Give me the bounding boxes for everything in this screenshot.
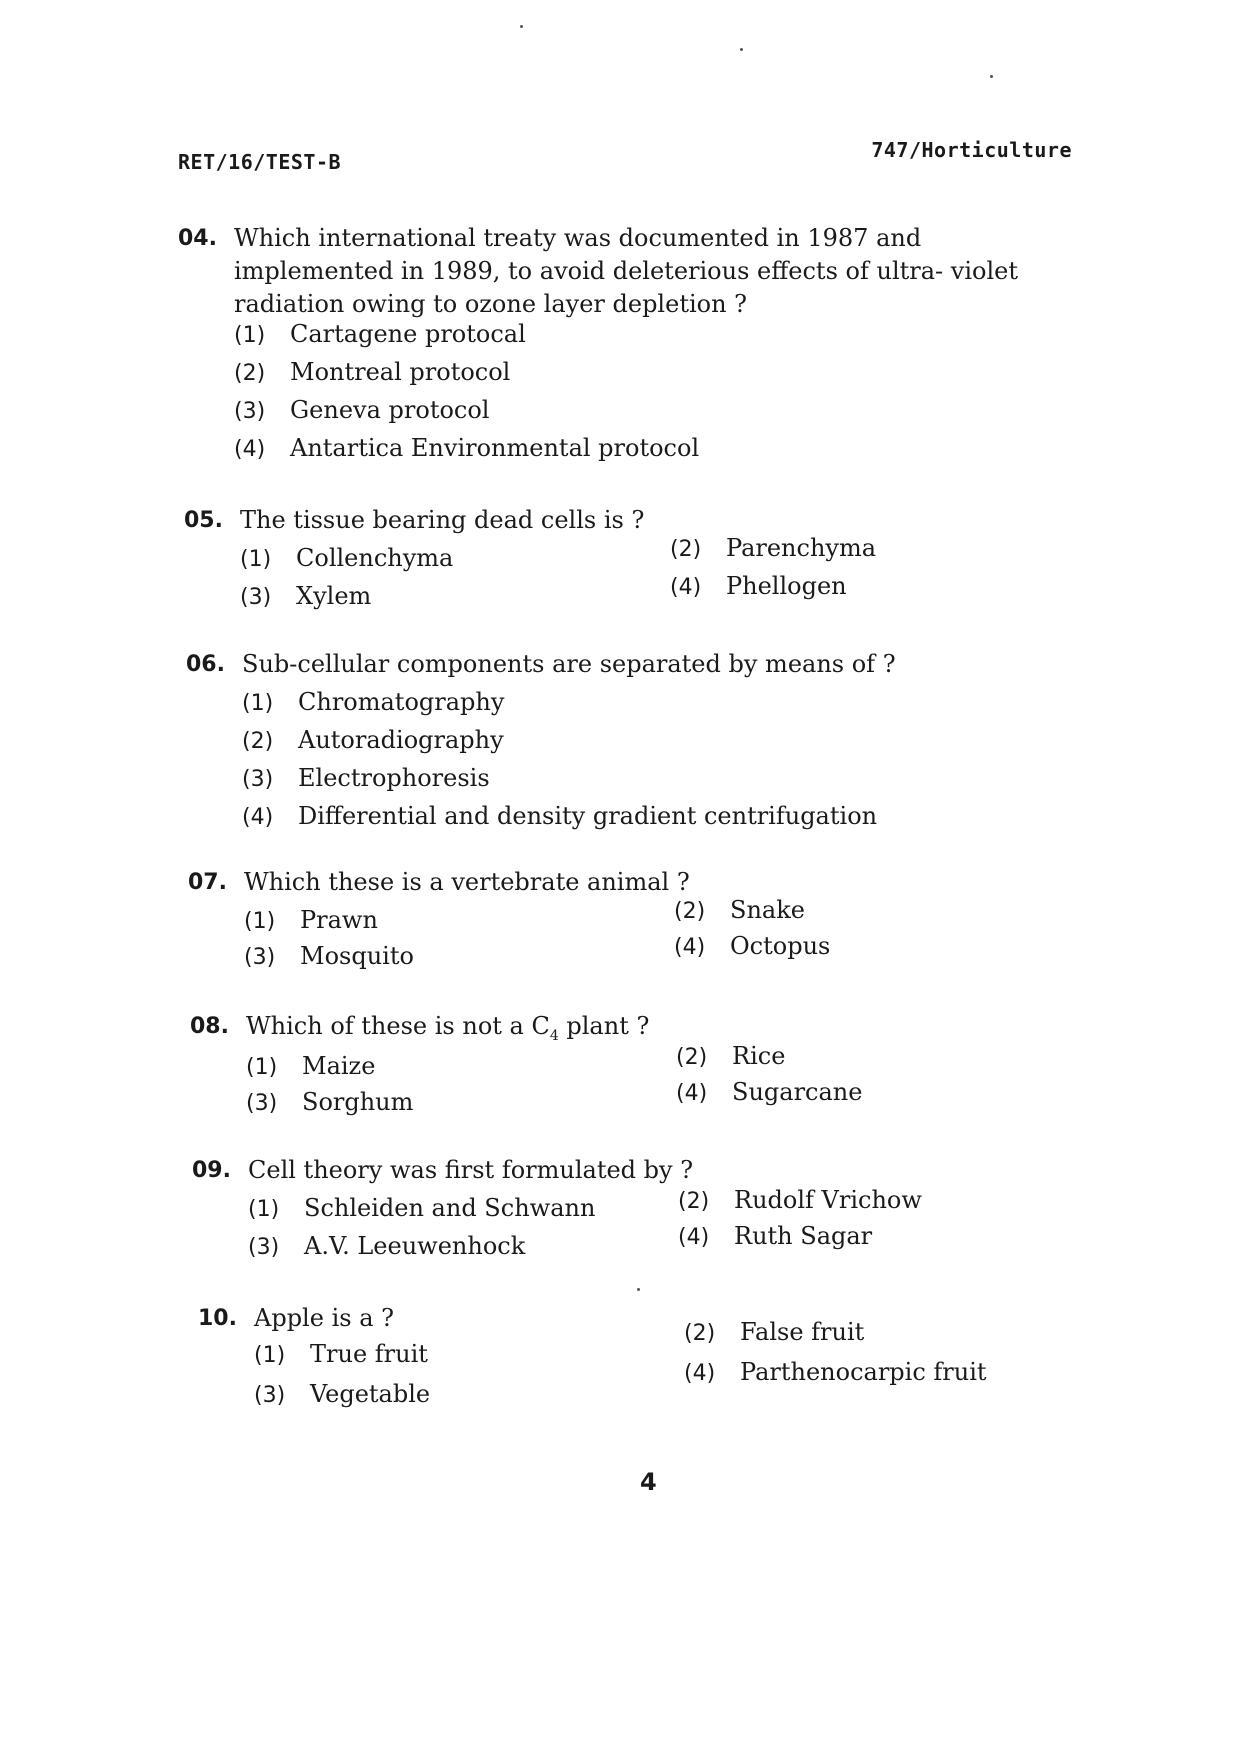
scan-speck <box>740 48 743 51</box>
option-3[interactable] <box>246 1086 413 1120</box>
option-number: (3) <box>240 585 272 610</box>
option-label: True fruit <box>310 1340 428 1368</box>
option-label: Sorghum <box>302 1088 414 1116</box>
option-number: (2) <box>234 361 266 386</box>
option-label: Antartica Environmental protocol <box>290 434 700 462</box>
option-2[interactable] <box>242 724 504 758</box>
exam-code: RET/16/TEST-B <box>178 150 342 174</box>
page-number: 4 <box>640 1468 657 1496</box>
option-number: (1) <box>246 1055 278 1080</box>
option-label: Xylem <box>296 582 372 610</box>
question-text: The tissue bearing dead cells is ? <box>240 506 645 534</box>
option-number: (3) <box>244 945 276 970</box>
option-4[interactable] <box>234 432 699 466</box>
option-4[interactable] <box>678 1220 872 1254</box>
option-1[interactable] <box>242 686 504 720</box>
option-1[interactable] <box>248 1192 595 1226</box>
option-2[interactable] <box>676 1040 785 1074</box>
option-label: Ruth Sagar <box>734 1222 873 1250</box>
question-number: 09. <box>192 1158 231 1183</box>
question-text-start: Which of these is not a C <box>246 1012 550 1040</box>
option-label: Sugarcane <box>732 1078 863 1106</box>
question-number: 07. <box>188 870 227 895</box>
option-number: (1) <box>248 1197 280 1222</box>
option-label: Rice <box>732 1042 786 1070</box>
option-label: Collenchyma <box>296 544 454 572</box>
option-label: Maize <box>302 1052 376 1080</box>
option-number: (1) <box>244 909 276 934</box>
option-number: (2) <box>676 1045 708 1070</box>
option-label: Parenchyma <box>726 534 877 562</box>
option-1[interactable] <box>234 318 526 352</box>
option-3[interactable] <box>242 762 490 796</box>
scan-speck <box>637 1288 640 1291</box>
question-number: 05. <box>184 508 223 533</box>
subscript: 4 <box>549 1027 559 1044</box>
option-number: (1) <box>242 691 274 716</box>
option-number: (2) <box>678 1189 710 1214</box>
question-text: Cell theory was first formulated by ? <box>248 1156 694 1184</box>
option-number: (3) <box>234 399 266 424</box>
subject-code: 747/Horticulture <box>871 138 1072 162</box>
option-label: Geneva protocol <box>290 396 490 424</box>
option-2[interactable] <box>234 356 510 390</box>
option-2[interactable] <box>670 532 876 566</box>
option-number: (4) <box>678 1225 710 1250</box>
option-label: Vegetable <box>310 1380 431 1408</box>
option-1[interactable] <box>244 904 378 938</box>
option-label: Octopus <box>730 932 831 960</box>
option-number: (2) <box>684 1321 716 1346</box>
question-text: Which international treaty was documented in 1987 and implemented in 1989, to avoid deleterious effects of ultra- violet radiation owing to ozone layer depletion ? <box>234 224 1018 318</box>
question-text: Apple is a ? <box>254 1304 394 1332</box>
option-label: Chromatography <box>298 688 505 716</box>
option-number: (4) <box>676 1081 708 1106</box>
question-number: 08. <box>190 1014 229 1039</box>
option-number: (2) <box>242 729 274 754</box>
option-3[interactable] <box>244 940 414 974</box>
option-label: Mosquito <box>300 942 414 970</box>
option-label: Electrophoresis <box>298 764 490 792</box>
option-label: Cartagene protocal <box>290 320 526 348</box>
option-2[interactable] <box>684 1316 864 1350</box>
option-label: False fruit <box>740 1318 865 1346</box>
option-3[interactable] <box>254 1378 430 1412</box>
option-4[interactable] <box>674 930 830 964</box>
option-number: (3) <box>248 1235 280 1260</box>
option-number: (4) <box>234 437 266 462</box>
option-4[interactable] <box>242 800 877 834</box>
option-1[interactable] <box>246 1050 375 1084</box>
option-number: (4) <box>684 1361 716 1386</box>
question-text: Which these is a vertebrate animal ? <box>244 868 690 896</box>
scan-speck <box>990 75 993 78</box>
question-number: 06. <box>186 652 225 677</box>
question-number: 10. <box>198 1306 237 1331</box>
option-number: (2) <box>670 537 702 562</box>
option-label: Schleiden and Schwann <box>304 1194 596 1222</box>
option-label: Phellogen <box>726 572 847 600</box>
option-label: Prawn <box>300 906 378 934</box>
question-text <box>246 1010 1086 1053</box>
option-2[interactable] <box>678 1184 922 1218</box>
option-4[interactable] <box>676 1076 862 1110</box>
option-label: Rudolf Vrichow <box>734 1186 922 1214</box>
option-1[interactable] <box>254 1338 428 1372</box>
option-3[interactable] <box>248 1230 525 1264</box>
option-number: (2) <box>674 899 706 924</box>
option-3[interactable] <box>240 580 371 614</box>
option-number: (3) <box>254 1383 286 1408</box>
option-number: (1) <box>240 547 272 572</box>
option-number: (1) <box>234 323 266 348</box>
option-number: (4) <box>670 575 702 600</box>
option-label: Montreal protocol <box>290 358 511 386</box>
option-1[interactable] <box>240 542 453 576</box>
option-number: (3) <box>242 767 274 792</box>
option-number: (4) <box>674 935 706 960</box>
option-label: A.V. Leeuwenhock <box>304 1232 526 1260</box>
question-number: 04. <box>178 226 217 251</box>
scan-speck <box>520 25 523 28</box>
option-3[interactable] <box>234 394 489 428</box>
option-4[interactable] <box>684 1356 987 1390</box>
option-number: (4) <box>242 805 274 830</box>
option-label: Differential and density gradient centrifugation <box>298 802 878 830</box>
option-4[interactable] <box>670 570 847 604</box>
option-number: (1) <box>254 1343 286 1368</box>
option-number: (3) <box>246 1091 278 1116</box>
option-label: Autoradiography <box>298 726 504 754</box>
option-2[interactable] <box>674 894 805 928</box>
question-text: Sub-cellular components are separated by means of ? <box>242 650 896 678</box>
question-text-end: plant ? <box>558 1012 650 1040</box>
option-label: Snake <box>730 896 805 924</box>
option-label: Parthenocarpic fruit <box>740 1358 987 1386</box>
